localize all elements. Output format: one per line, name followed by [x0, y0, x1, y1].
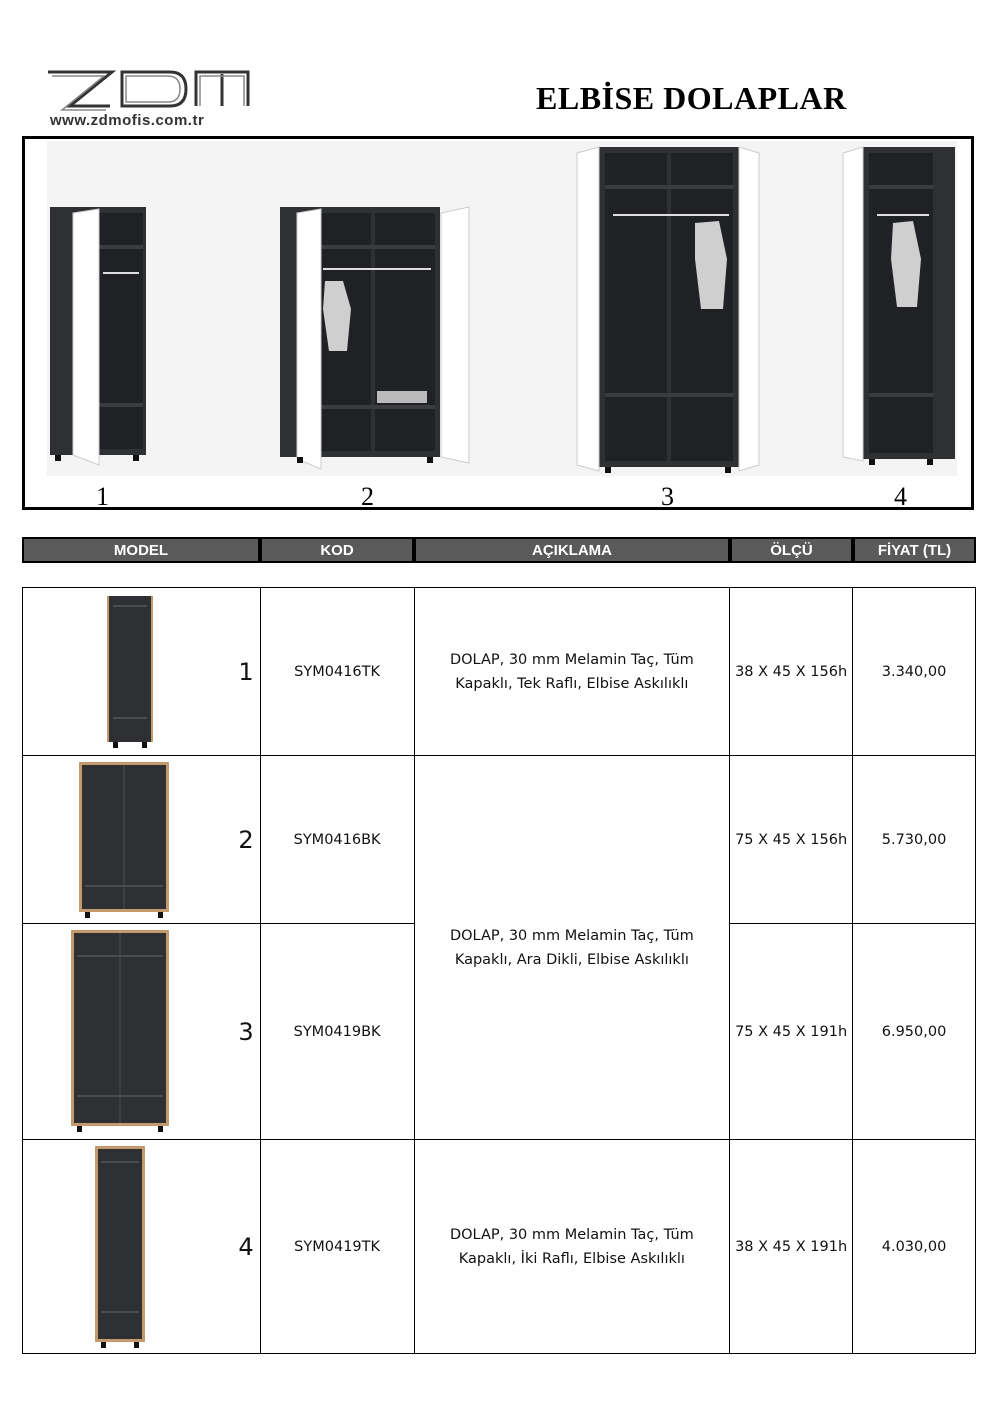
table-row	[23, 756, 976, 924]
description-line: DOLAP, 30 mm Melamin Taç, Tüm	[449, 927, 694, 944]
price-cell: 3.340,00	[853, 588, 976, 756]
description-line: DOLAP, 30 mm Melamin Taç, Tüm	[449, 651, 694, 668]
wardrobe-2-thumbnail	[79, 762, 169, 918]
model-cell	[23, 1140, 261, 1354]
model-number: 3	[238, 1018, 254, 1046]
model-cell	[23, 924, 261, 1140]
page-title: ELBİSE DOLAPLAR	[536, 80, 847, 116]
model-number: 1	[238, 658, 254, 686]
wardrobe-2-illustration	[280, 207, 469, 469]
size-cell: 38 X 45 X 191h	[730, 1140, 853, 1354]
wardrobe-4-thumbnail	[95, 1146, 145, 1348]
description-cell	[414, 756, 730, 1140]
header-olcu: ÖLÇÜ	[730, 537, 853, 563]
header-kod: KOD	[260, 537, 414, 563]
header-aciklama: AÇIKLAMA	[414, 537, 730, 563]
size-cell: 75 X 45 X 191h	[730, 924, 853, 1140]
table-row	[23, 1140, 976, 1354]
size-cell: 38 X 45 X 156h	[730, 588, 853, 756]
description-cell	[414, 1140, 730, 1354]
description-line: DOLAP, 30 mm Melamin Taç, Tüm	[449, 1226, 694, 1243]
wardrobe-3-illustration	[577, 147, 759, 473]
wardrobe-1-thumbnail	[107, 596, 153, 750]
model-cell	[23, 588, 261, 756]
code-cell: SYM0416BK	[260, 756, 414, 924]
code-cell: SYM0416TK	[260, 588, 414, 756]
description-cell	[414, 588, 730, 756]
hero-number-1: 1	[96, 482, 109, 511]
wardrobe-3-thumbnail	[71, 930, 169, 1132]
code-cell: SYM0419BK	[260, 924, 414, 1140]
header-fiyat: FİYAT (TL)	[853, 537, 976, 563]
hero-image	[22, 136, 974, 510]
size-cell: 75 X 45 X 156h	[730, 756, 853, 924]
wardrobe-4-illustration	[843, 147, 955, 465]
hero-number-4: 4	[894, 482, 907, 511]
description-line: Kapaklı, Tek Raflı, Elbise Askılıklı	[455, 675, 689, 692]
price-cell: 6.950,00	[853, 924, 976, 1140]
hero-number-2: 2	[361, 482, 374, 511]
table-header	[22, 537, 976, 563]
model-number: 4	[238, 1233, 254, 1261]
price-cell: 4.030,00	[853, 1140, 976, 1354]
table-row	[23, 588, 976, 756]
website-url[interactable]: www.zdmofis.com.tr	[50, 112, 205, 129]
price-cell: 5.730,00	[853, 756, 976, 924]
hero-number-3: 3	[661, 482, 674, 511]
model-number: 2	[238, 826, 254, 854]
model-cell	[23, 756, 261, 924]
price-table	[22, 587, 976, 1354]
wardrobe-1-illustration	[50, 207, 146, 465]
description-line: Kapaklı, Ara Dikli, Elbise Askılıklı	[454, 951, 689, 968]
header-model: MODEL	[22, 537, 260, 563]
description-line: Kapaklı, İki Raflı, Elbise Askılıklı	[458, 1250, 685, 1267]
code-cell: SYM0419TK	[260, 1140, 414, 1354]
